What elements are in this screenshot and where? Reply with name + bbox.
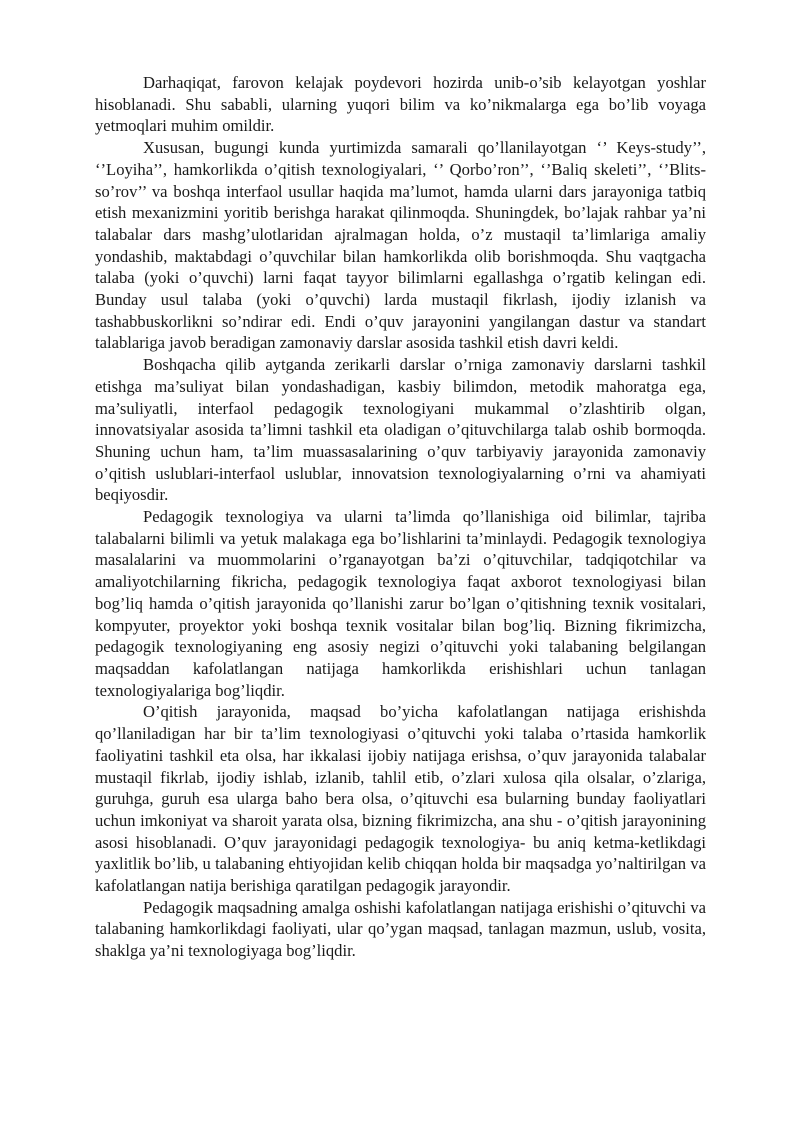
document-page (95, 72, 706, 962)
paragraph-1: Darhaqiqat, farovon kelajak poydevori hozirda unib-o’sib kelayotgan yoshlar hisoblanadi. Shu sababli, ularning yuqori bilim va ko’nikmalarga ega bo’lib voyaga yetmoqlari muhim omildir. (95, 73, 706, 136)
paragraph-6: Pedagogik maqsadning amalga oshishi kafolatlangan natijaga erishishi o’qituvchi va talabaning hamkorlikdagi faoliyati, ular qo’ygan maqsad, tanlagan mazmun, uslub, vosita, shaklga ya’ni texnologiyaga bog’liqdir. (95, 897, 706, 961)
paragraph-3: Boshqacha qilib aytganda zerikarli darslar o’rniga zamonaviy darslarni tashkil etishga ma’suliyat bilan yondashadigan, kasbiy bilimdon, metodik mahoratga ega, ma’suliyatli, interfaol pedagogik texnologiyani mukammal o’zlashtirib olgan, innovatsiyalar asosida ta’limni tashkil eta oladigan o’qituvchilarga talab oshib bormoqda. Shuning uchun ham, ta’lim muassasalarining o’quv tarbiyaviy jarayonida zamonaviy o’qitish uslublari-interfaol uslublar, innovatsion texnologiyalarning o’rni va ahamiyati beqiyosdir. (95, 355, 706, 505)
paragraph-2: Xususan, bugungi kunda yurtimizda samarali qo’llanilayotgan ‘’ Keys-study’’, ‘’Loyiha’’, hamkorlikda o’qitish texnologiyalari, ‘’ Qorbo’ron’’, ‘’Baliq skeleti’’, ‘’Blits-so’rov’’ va boshqa interfaol usullar haqida ma’lumot, hamda ularni dars jarayoniga tatbiq etish mexanizmini yoritib berishga harakat qilinmoqda. Shuningdek, bo’lajak rahbar ya’ni talabalar dars mashg’ulotlaridan ajralmagan holda, o’z mustaqil ta’limlariga amaliy yondashib, maktabdagi o’quvchilar bilan hamkorlikda olib borishmoqda. Shu vaqtgacha talaba (yoki o’quvchi) larni faqat tayyor bilimlarni egallashga o’rgatib kelingan edi. Bunday usul talaba (yoki o’quvchi) larda mustaqil fikrlash, ijodiy izlanish va tashabbuskorlikni so’ndirar edi. Endi o’quv jarayonini yangilangan dastur va standart talablariga javob beradigan zamonaviy darslar asosida tashkil etish davri keldi. (95, 138, 706, 353)
paragraph-5: O’qitish jarayonida, maqsad bo’yicha kafolatlangan natijaga erishishda qo’llaniladigan har bir ta’lim texnologiyasi o’qituvchi yoki talaba o’rtasida hamkorlik faoliyatini tashkil eta olsa, har ikkalasi ijobiy natijaga erishsa, o’quv jarayonida talabalar mustaqil fikrlab, ijodiy ishlab, izlanib, tahlil etib, o’zlari xulosa qila olsalar, o’zlariga, guruhga, guruh esa ularga baho bera olsa, o’qituvchi esa bularning bunday faoliyatlari uchun imkoniyat va sharoit yarata olsa, bizning fikrimizcha, ana shu - o’qitish jarayonining asosi hisoblanadi. O’quv jarayonidagi pedagogik texnologiya- bu aniq ketma-ketlikdagi yaxlitlik bo’lib, u talabaning ehtiyojidan kelib chiqqan holda bir maqsadga yo’naltirilgan va kafolatlangan natija berishiga qaratilgan pedagogik jarayondir. (95, 702, 706, 896)
paragraph-4: Pedagogik texnologiya va ularni ta’limda qo’llanishiga oid bilimlar, tajriba talabalarni bilimli va yetuk malakaga ega bo’lishlarini ta’minlaydi. Pedagogik texnologiya masalalarini va muommolarini o’rganayotgan ba’zi o’qituvchilar, tadqiqotchilar va amaliyotchilarning fikricha, pedagogik texnologiya faqat axborot texnologiyasi bilan bog’liq hamda o’qitish jarayonida qo’llanishi zarur bo’lgan o’qitishning texnik vositalari, kompyuter, proyektor yoki boshqa texnik vositalar bilan bog’liq. Bizning fikrimizcha, pedagogik texnologiyaning eng asosiy negizi o’qituvchi yoki talabaning belgilangan maqsaddan kafolatlangan natijaga hamkorlikda erishishlari uchun tanlagan texnologiyalariga bog’liqdir. (95, 507, 706, 700)
